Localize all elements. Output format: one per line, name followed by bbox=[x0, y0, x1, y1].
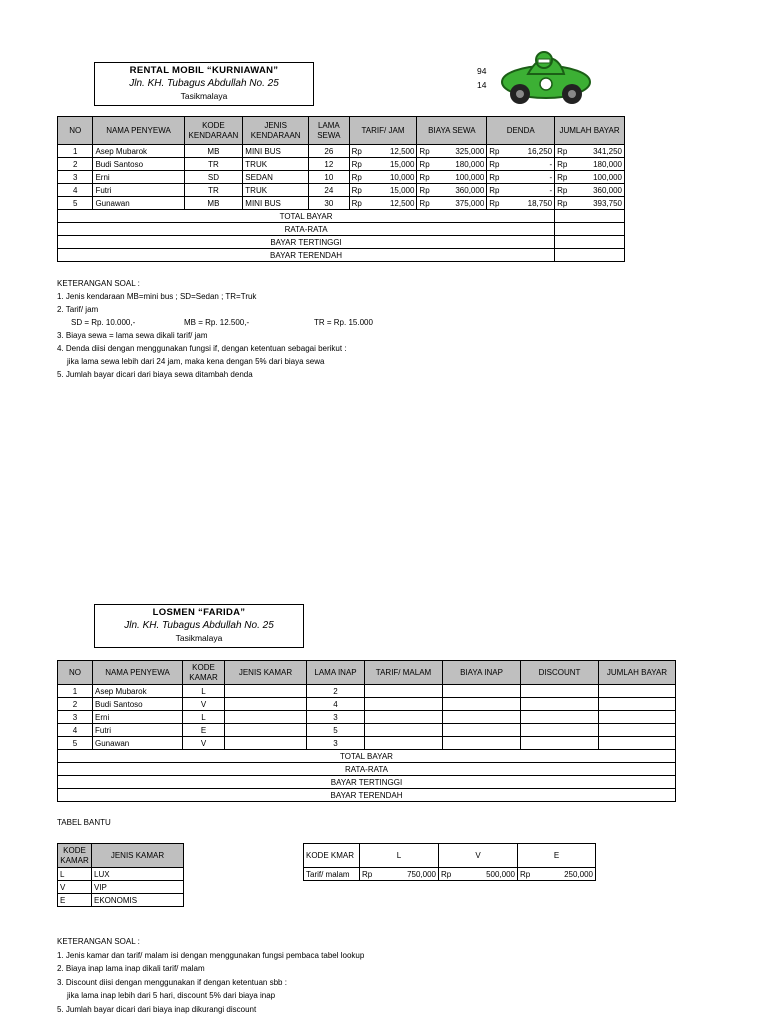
summary-label: BAYAR TERTINGGI bbox=[58, 236, 555, 249]
table-row bbox=[58, 894, 184, 907]
cell-kode: E bbox=[58, 894, 92, 907]
tarif-value: 15,000 bbox=[389, 159, 415, 169]
cell-kode: TR bbox=[184, 184, 243, 197]
biaya-value: 100,000 bbox=[455, 172, 485, 182]
table-row bbox=[58, 685, 676, 698]
cell-discount bbox=[521, 724, 599, 737]
biaya-value: 325,000 bbox=[455, 146, 485, 156]
rental-address: Jln. KH. Tubagus Abdullah No. 25 bbox=[129, 78, 279, 89]
cell-nama: Budi Santoso bbox=[93, 158, 184, 171]
losmen-title-box bbox=[94, 604, 304, 648]
tarif-value: 250,000 bbox=[564, 869, 593, 879]
cell-lama: 24 bbox=[309, 184, 350, 197]
cell-no: 4 bbox=[58, 724, 93, 737]
cell-jenis: VIP bbox=[92, 881, 184, 894]
cell-jenis bbox=[225, 724, 307, 737]
lookup-label-tarif: Tarif/ malam bbox=[304, 868, 360, 881]
denda-value: - bbox=[549, 159, 553, 169]
cell-denda bbox=[487, 158, 555, 171]
cell-discount bbox=[521, 698, 599, 711]
currency: Rp bbox=[557, 146, 568, 156]
currency: Rp bbox=[419, 159, 430, 169]
tarif-tr: TR = Rp. 15.000 bbox=[314, 318, 373, 327]
currency: Rp bbox=[557, 185, 568, 195]
cell-nama: Erni bbox=[93, 171, 184, 184]
cell-lama: 3 bbox=[307, 711, 365, 724]
cell-jumlah bbox=[599, 737, 676, 750]
cell-kode: MB bbox=[184, 145, 243, 158]
denda-value: - bbox=[549, 172, 553, 182]
currency: Rp bbox=[351, 198, 362, 208]
cell-nama: Asep Mubarok bbox=[93, 685, 183, 698]
summary-value bbox=[555, 223, 625, 236]
currency: Rp bbox=[557, 159, 568, 169]
cell-tarif bbox=[349, 197, 417, 210]
note-item: 5. Jumlah bayar dicari dari biaya inap dikurangi discount bbox=[57, 1004, 257, 1014]
currency: Rp bbox=[351, 185, 362, 195]
cell-jenis: LUX bbox=[92, 868, 184, 881]
currency: Rp bbox=[351, 146, 362, 156]
cell-jenis bbox=[225, 698, 307, 711]
summary-label: BAYAR TERENDAH bbox=[58, 789, 676, 802]
cell-denda bbox=[487, 197, 555, 210]
cell-jumlah bbox=[555, 158, 625, 171]
cell-discount bbox=[521, 685, 599, 698]
cell-lama: 3 bbox=[307, 737, 365, 750]
cell-tarif bbox=[365, 737, 443, 750]
cell-jumlah bbox=[599, 685, 676, 698]
table-row bbox=[58, 868, 184, 881]
cell-biaya bbox=[417, 171, 487, 184]
rental-title: RENTAL MOBIL “KURNIAWAN” bbox=[129, 65, 279, 76]
cell-biaya bbox=[417, 184, 487, 197]
cell-kode: L bbox=[183, 685, 225, 698]
summary-row bbox=[58, 763, 676, 776]
bantu-header-jenis: JENIS KAMAR bbox=[92, 844, 184, 868]
cell-jumlah bbox=[555, 197, 625, 210]
cell-denda bbox=[487, 171, 555, 184]
cell-tarif bbox=[349, 184, 417, 197]
note-item: 4. Denda diisi dengan menggunakan fungsi if, dengan ketentuan sebagai berikut : bbox=[57, 344, 347, 353]
cell-no: 2 bbox=[58, 698, 93, 711]
bantu-table bbox=[57, 843, 184, 907]
cell-jumlah bbox=[599, 711, 676, 724]
biaya-value: 375,000 bbox=[455, 198, 485, 208]
rental-header-biaya: BIAYA SEWA bbox=[417, 117, 487, 145]
rental-header-nama: NAMA PENYEWA bbox=[93, 117, 184, 145]
cell-kode: MB bbox=[184, 197, 243, 210]
cell-jumlah bbox=[555, 171, 625, 184]
lookup-code: L bbox=[360, 844, 439, 868]
currency: Rp bbox=[351, 159, 362, 169]
cell-lama: 5 bbox=[307, 724, 365, 737]
table-row bbox=[58, 171, 625, 184]
summary-value bbox=[555, 210, 625, 223]
losmen-city: Tasikmalaya bbox=[175, 633, 223, 643]
summary-row bbox=[58, 776, 676, 789]
cell-no: 2 bbox=[58, 158, 93, 171]
currency: Rp bbox=[419, 185, 430, 195]
tarif-value: 10,000 bbox=[389, 172, 415, 182]
cell-kode: V bbox=[58, 881, 92, 894]
cell-tarif bbox=[365, 698, 443, 711]
losmen-header-jumlah: JUMLAH BAYAR bbox=[599, 661, 676, 685]
note-item: jika lama sewa lebih dari 24 jam, maka kena dengan 5% dari biaya sewa bbox=[67, 357, 325, 366]
cell-no: 5 bbox=[58, 197, 93, 210]
cell-denda bbox=[487, 184, 555, 197]
cell-nama: Budi Santoso bbox=[93, 698, 183, 711]
summary-label: RATA-RATA bbox=[58, 223, 555, 236]
summary-row bbox=[58, 789, 676, 802]
rental-header-denda: DENDA bbox=[487, 117, 555, 145]
rental-title-box bbox=[94, 62, 314, 106]
note-item: 1. Jenis kendaraan MB=mini bus ; SD=Sedan ; TR=Truk bbox=[57, 292, 257, 301]
cell-kode: L bbox=[58, 868, 92, 881]
cell-jenis bbox=[225, 737, 307, 750]
losmen-title: LOSMEN “FARIDA” bbox=[152, 607, 246, 618]
currency: Rp bbox=[489, 172, 500, 182]
cell-tarif bbox=[349, 171, 417, 184]
cell-no: 1 bbox=[58, 145, 93, 158]
table-row bbox=[58, 158, 625, 171]
table-row bbox=[58, 711, 676, 724]
losmen-address: Jln. KH. Tubagus Abdullah No. 25 bbox=[124, 620, 274, 631]
lookup-table bbox=[303, 843, 596, 881]
losmen-header-tarif: TARIF/ MALAM bbox=[365, 661, 443, 685]
cell-lama: 30 bbox=[309, 197, 350, 210]
jumlah-value: 360,000 bbox=[593, 185, 622, 195]
cell-biaya bbox=[417, 145, 487, 158]
cell-biaya bbox=[443, 737, 521, 750]
cell-lama: 12 bbox=[309, 158, 350, 171]
summary-row bbox=[58, 249, 625, 262]
currency: Rp bbox=[419, 146, 430, 156]
tabel-bantu-label: TABEL BANTU bbox=[57, 818, 111, 827]
jumlah-value: 341,250 bbox=[593, 146, 622, 156]
cell-no: 1 bbox=[58, 685, 93, 698]
lookup-tarif bbox=[518, 868, 596, 881]
cell-biaya bbox=[443, 685, 521, 698]
lookup-label-kode: KODE KMAR bbox=[304, 844, 360, 868]
cell-jenis: TRUK bbox=[243, 158, 309, 171]
tarif-mb: MB = Rp. 12.500,- bbox=[184, 318, 250, 327]
cell-jumlah bbox=[555, 184, 625, 197]
cell-discount bbox=[521, 737, 599, 750]
table-row bbox=[58, 197, 625, 210]
cell-kode: L bbox=[183, 711, 225, 724]
rental-notes bbox=[57, 277, 373, 381]
note-item: 2. Biaya inap lama inap dikali tarif/ malam bbox=[57, 964, 205, 973]
losmen-header-kode: KODE KAMAR bbox=[183, 661, 225, 685]
cell-kode: V bbox=[183, 698, 225, 711]
table-row bbox=[58, 145, 625, 158]
cell-biaya bbox=[443, 698, 521, 711]
losmen-header-nama: NAMA PENYEWA bbox=[93, 661, 183, 685]
note-item: 3. Biaya sewa = lama sewa dikali tarif/ jam bbox=[57, 331, 208, 340]
notes-title: KETERANGAN SOAL : bbox=[57, 937, 140, 946]
rental-number-a: 94 bbox=[477, 66, 487, 76]
cell-biaya bbox=[417, 197, 487, 210]
currency: Rp bbox=[489, 146, 500, 156]
cell-kode: TR bbox=[184, 158, 243, 171]
cell-lama: 26 bbox=[309, 145, 350, 158]
cell-no: 3 bbox=[58, 711, 93, 724]
rental-number-b: 14 bbox=[477, 80, 487, 90]
tarif-value: 12,500 bbox=[389, 198, 415, 208]
currency: Rp bbox=[557, 172, 568, 182]
table-row bbox=[58, 724, 676, 737]
losmen-header-lama: LAMA INAP bbox=[307, 661, 365, 685]
currency: Rp bbox=[351, 172, 362, 182]
rental-header-jenis: JENIS KENDARAAN bbox=[243, 117, 309, 145]
summary-label: BAYAR TERENDAH bbox=[58, 249, 555, 262]
losmen-table bbox=[57, 660, 676, 802]
cell-biaya bbox=[443, 724, 521, 737]
rental-header-tarif: TARIF/ JAM bbox=[349, 117, 417, 145]
currency: Rp bbox=[520, 869, 531, 879]
cell-jenis: EKONOMIS bbox=[92, 894, 184, 907]
note-item: jika lama inap lebih dari 5 hari, discount 5% dari biaya inap bbox=[67, 991, 276, 1000]
cell-no: 3 bbox=[58, 171, 93, 184]
cell-nama: Gunawan bbox=[93, 737, 183, 750]
cell-nama: Asep Mubarok bbox=[93, 145, 184, 158]
cell-tarif bbox=[365, 685, 443, 698]
biaya-value: 180,000 bbox=[455, 159, 485, 169]
cell-jenis: MINI BUS bbox=[243, 197, 309, 210]
cell-tarif bbox=[365, 711, 443, 724]
summary-label: BAYAR TERTINGGI bbox=[58, 776, 676, 789]
lookup-code: V bbox=[439, 844, 518, 868]
note-item: 5. Jumlah bayar dicari dari biaya sewa ditambah denda bbox=[57, 370, 253, 379]
currency: Rp bbox=[362, 869, 373, 879]
table-row bbox=[58, 881, 184, 894]
race-car-icon bbox=[498, 48, 594, 106]
denda-value: 18,750 bbox=[527, 198, 553, 208]
biaya-value: 360,000 bbox=[455, 185, 485, 195]
cell-lama: 2 bbox=[307, 685, 365, 698]
rental-header-lama: LAMA SEWA bbox=[309, 117, 350, 145]
note-item: 1. Jenis kamar dan tarif/ malam isi dengan menggunakan fungsi pembaca tabel lookup bbox=[57, 950, 365, 960]
bantu-header-kode: KODE KAMAR bbox=[58, 844, 92, 868]
cell-lama: 10 bbox=[309, 171, 350, 184]
summary-label: TOTAL BAYAR bbox=[58, 210, 555, 223]
tarif-sd: SD = Rp. 10.000,- bbox=[71, 318, 136, 327]
losmen-header-no: NO bbox=[58, 661, 93, 685]
cell-kode: V bbox=[183, 737, 225, 750]
summary-row bbox=[58, 750, 676, 763]
cell-kode: E bbox=[183, 724, 225, 737]
currency: Rp bbox=[489, 185, 500, 195]
cell-jumlah bbox=[599, 698, 676, 711]
cell-jenis: TRUK bbox=[243, 184, 309, 197]
rental-table bbox=[57, 116, 625, 262]
losmen-header-jenis: JENIS KAMAR bbox=[225, 661, 307, 685]
cell-no: 4 bbox=[58, 184, 93, 197]
cell-no: 5 bbox=[58, 737, 93, 750]
currency: Rp bbox=[489, 159, 500, 169]
notes-title: KETERANGAN SOAL : bbox=[57, 279, 140, 288]
rental-header-kode: KODE KENDARAAN bbox=[184, 117, 243, 145]
cell-jenis: MINI BUS bbox=[243, 145, 309, 158]
rental-header-jumlah: JUMLAH BAYAR bbox=[555, 117, 625, 145]
currency: Rp bbox=[419, 198, 430, 208]
cell-tarif bbox=[365, 724, 443, 737]
jumlah-value: 393,750 bbox=[593, 198, 622, 208]
summary-label: RATA-RATA bbox=[58, 763, 676, 776]
cell-jumlah bbox=[555, 145, 625, 158]
lookup-code: E bbox=[518, 844, 596, 868]
cell-nama: Gunawan bbox=[93, 197, 184, 210]
summary-row bbox=[58, 210, 625, 223]
summary-label: TOTAL BAYAR bbox=[58, 750, 676, 763]
cell-discount bbox=[521, 711, 599, 724]
note-item: 2. Tarif/ jam bbox=[57, 305, 99, 314]
table-row bbox=[58, 698, 676, 711]
summary-row bbox=[58, 223, 625, 236]
cell-jenis bbox=[225, 711, 307, 724]
losmen-header-biaya: BIAYA INAP bbox=[443, 661, 521, 685]
table-row bbox=[58, 737, 676, 750]
note-item: 3. Discount diisi dengan menggunakan if dengan ketentuan sbb : bbox=[57, 977, 287, 987]
currency: Rp bbox=[441, 869, 452, 879]
jumlah-value: 100,000 bbox=[593, 172, 622, 182]
losmen-notes bbox=[57, 935, 364, 1016]
lookup-tarif bbox=[439, 868, 518, 881]
tarif-value: 750,000 bbox=[407, 869, 436, 879]
cell-nama: Futri bbox=[93, 724, 183, 737]
tarif-value: 12,500 bbox=[389, 146, 415, 156]
summary-row bbox=[58, 236, 625, 249]
cell-jumlah bbox=[599, 724, 676, 737]
tarif-value: 15,000 bbox=[389, 185, 415, 195]
currency: Rp bbox=[419, 172, 430, 182]
currency: Rp bbox=[557, 198, 568, 208]
cell-biaya bbox=[443, 711, 521, 724]
cell-jenis bbox=[225, 685, 307, 698]
denda-value: 16,250 bbox=[527, 146, 553, 156]
cell-nama: Erni bbox=[93, 711, 183, 724]
rental-header-no: NO bbox=[58, 117, 93, 145]
cell-nama: Futri bbox=[93, 184, 184, 197]
summary-value bbox=[555, 249, 625, 262]
denda-value: - bbox=[549, 185, 553, 195]
cell-tarif bbox=[349, 145, 417, 158]
lookup-tarif bbox=[360, 868, 439, 881]
cell-lama: 4 bbox=[307, 698, 365, 711]
table-row bbox=[58, 184, 625, 197]
cell-jenis: SEDAN bbox=[243, 171, 309, 184]
currency: Rp bbox=[489, 198, 500, 208]
tarif-value: 500,000 bbox=[486, 869, 515, 879]
rental-city: Tasikmalaya bbox=[180, 91, 228, 101]
cell-kode: SD bbox=[184, 171, 243, 184]
cell-biaya bbox=[417, 158, 487, 171]
jumlah-value: 180,000 bbox=[593, 159, 622, 169]
summary-value bbox=[555, 236, 625, 249]
cell-denda bbox=[487, 145, 555, 158]
cell-tarif bbox=[349, 158, 417, 171]
losmen-header-discount: DISCOUNT bbox=[521, 661, 599, 685]
